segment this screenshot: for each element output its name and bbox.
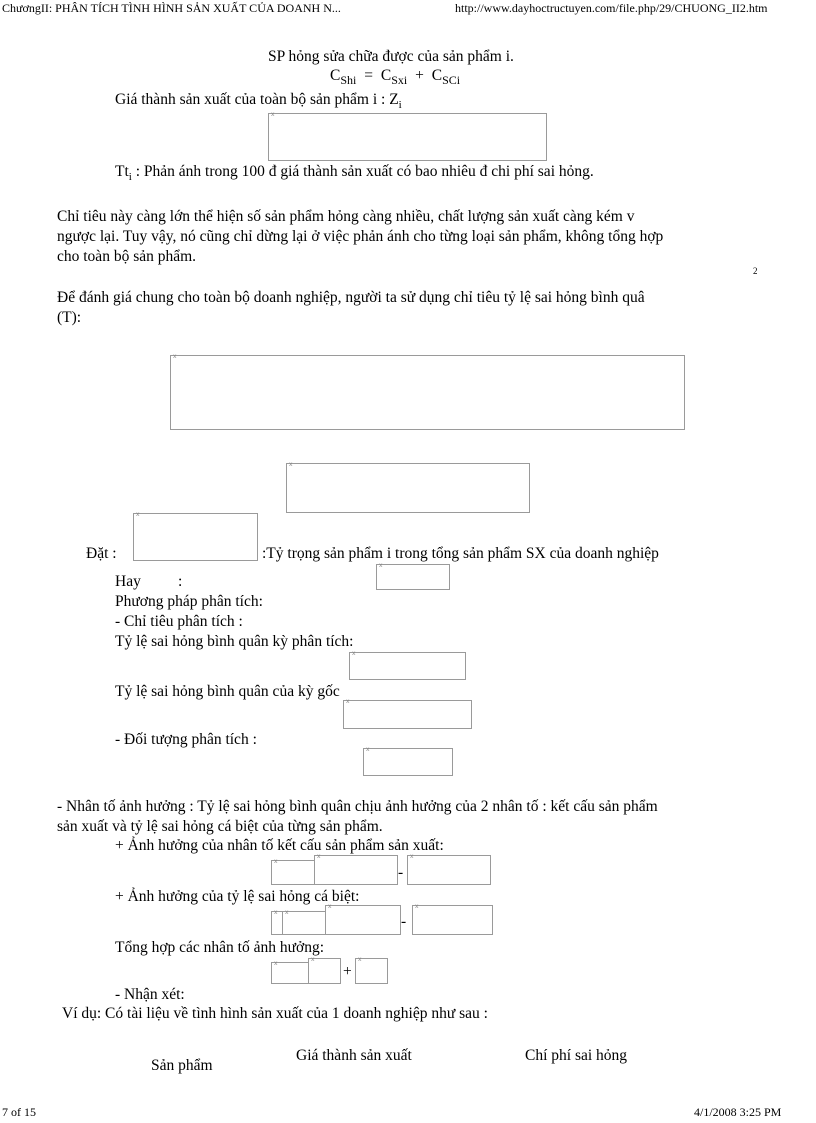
ty-le-ky-phan-tich: Tỷ lệ sai hỏng bình quân kỳ phân tích:: [115, 633, 354, 650]
vi-du: Ví dụ: Có tài liệu về tình hình sản xuất của 1 doanh nghiệp như sau :: [62, 1005, 488, 1022]
hay-colon: :: [178, 573, 183, 590]
gia-thanh-sub: i: [398, 99, 402, 112]
formula-plus: +: [415, 67, 424, 84]
formula-c3: C: [431, 67, 443, 84]
tt-sub: i: [128, 171, 132, 184]
formula-image-hay: [376, 564, 450, 590]
table-header-san-pham: Sản phẩm: [151, 1057, 213, 1074]
formula-image-t2: [286, 463, 530, 513]
print-datetime: 4/1/2008 3:25 PM: [694, 1105, 782, 1119]
hay-label: Hay: [115, 573, 141, 590]
formula-image-t: [170, 355, 685, 430]
tt-text: : Phản ánh trong 100 đ giá thành sản xuất có bao nhiêu đ chi phí sai hỏng.: [131, 163, 594, 180]
table-header-gia-thanh: Giá thành sản xuất: [296, 1047, 412, 1064]
formula-image-th-1: [271, 962, 309, 984]
page-number: 7 of 15: [2, 1105, 36, 1119]
minus-sign-1: -: [398, 864, 404, 881]
formula-c2: C: [380, 67, 392, 84]
anh-huong-ty-le: + Ảnh hưởng của tỷ lệ sai hỏng cá biệt:: [115, 888, 360, 905]
formula-c1: C: [330, 67, 341, 84]
para2-line: (T):: [57, 309, 82, 326]
formula-image-th-2: [308, 958, 341, 984]
formula-image-tt: [268, 113, 547, 161]
formula-image-tl-4: [412, 905, 493, 935]
dat-text: :Tỷ trọng sản phẩm i trong tổng sản phẩm SX của doanh nghiệp: [262, 545, 659, 562]
formula-image-kc-3: [407, 855, 491, 885]
formula-image-tl-2: [282, 911, 326, 935]
gia-thanh-line: [115, 91, 402, 111]
document-title: ChươngII: PHÂN TÍCH TÌNH HÌNH SẢN XUẤT CỦA DOANH N...: [2, 1, 341, 15]
nhan-to-line: sản xuất và tỷ lệ sai hỏng cá biệt của từng sản phẩm.: [57, 818, 383, 835]
phuong-phap: Phương pháp phân tích:: [115, 593, 263, 610]
formula-sub2: Sxi: [391, 73, 408, 88]
doi-tuong: - Đối tượng phân tích :: [115, 731, 257, 748]
plus-sign: +: [343, 963, 352, 980]
formula-image-t0: [343, 700, 472, 729]
gia-thanh-text: Giá thành sản xuất của toàn bộ sản phẩm i : Z: [115, 91, 399, 108]
tong-hop: Tổng hợp các nhân tố ảnh hưởng:: [115, 939, 325, 956]
ty-le-ky-goc: Tỷ lệ sai hỏng bình quân của kỳ gốc: [115, 683, 340, 700]
para1-line: Chỉ tiêu này càng lớn thể hiện số sản phẩm hỏng càng nhiều, chất lượng sản xuất càng kém v: [57, 208, 635, 225]
formula-image-t1: [349, 652, 466, 680]
tt-label: Tt: [115, 163, 129, 180]
anh-huong-ket-cau: + Ảnh hưởng của nhân tố kết cấu sản phẩm sản xuất:: [115, 837, 444, 854]
para1-line: ngược lại. Tuy vậy, nó cũng chỉ dừng lại ở việc phản ánh cho từng loại sản phẩm, không tổng hợp: [57, 228, 664, 245]
dat-label: Đặt :: [86, 545, 117, 562]
small-mark: 2: [753, 266, 758, 276]
cost-formula: [330, 67, 460, 88]
nhan-to-line: - Nhân tố ảnh hưởng : Tỷ lệ sai hỏng bình quân chịu ảnh hưởng của 2 nhân tố : kết cấu sản phẩm: [57, 798, 658, 815]
formula-sub3: SCi: [442, 73, 461, 88]
document-url[interactable]: http://www.dayhoctructuyen.com/file.php/29/CHUONG_II2.htm: [455, 1, 768, 15]
formula-image-di: [133, 513, 258, 561]
formula-image-kc-1: [271, 860, 315, 885]
para1-line: cho toàn bộ sản phẩm.: [57, 248, 197, 265]
formula-image-th-3: [355, 958, 388, 984]
formula-eq: =: [364, 67, 373, 84]
nhan-xet: - Nhận xét:: [115, 986, 185, 1003]
paragraph-chi-tieu: [57, 207, 762, 267]
formula-image-delta-t: [363, 748, 453, 776]
minus-sign-2: -: [401, 913, 407, 930]
para2-line: Để đánh giá chung cho toàn bộ doanh nghiệp, người ta sử dụng chỉ tiêu tỷ lệ sai hỏng bình quâ: [57, 289, 645, 306]
table-header-chi-phi: Chí phí sai hỏng: [525, 1047, 628, 1064]
formula-image-tl-3: [325, 905, 401, 935]
paragraph-nhan-to: [57, 797, 762, 837]
paragraph-danh-gia: [57, 288, 762, 328]
chi-tieu: - Chỉ tiêu phân tích :: [115, 613, 243, 630]
formula-sub1: Shi: [340, 73, 357, 88]
formula-image-kc-2: [314, 855, 398, 885]
sp-hong-line: SP hỏng sửa chữa được của sản phẩm i.: [268, 48, 514, 65]
tt-line: [115, 163, 594, 183]
